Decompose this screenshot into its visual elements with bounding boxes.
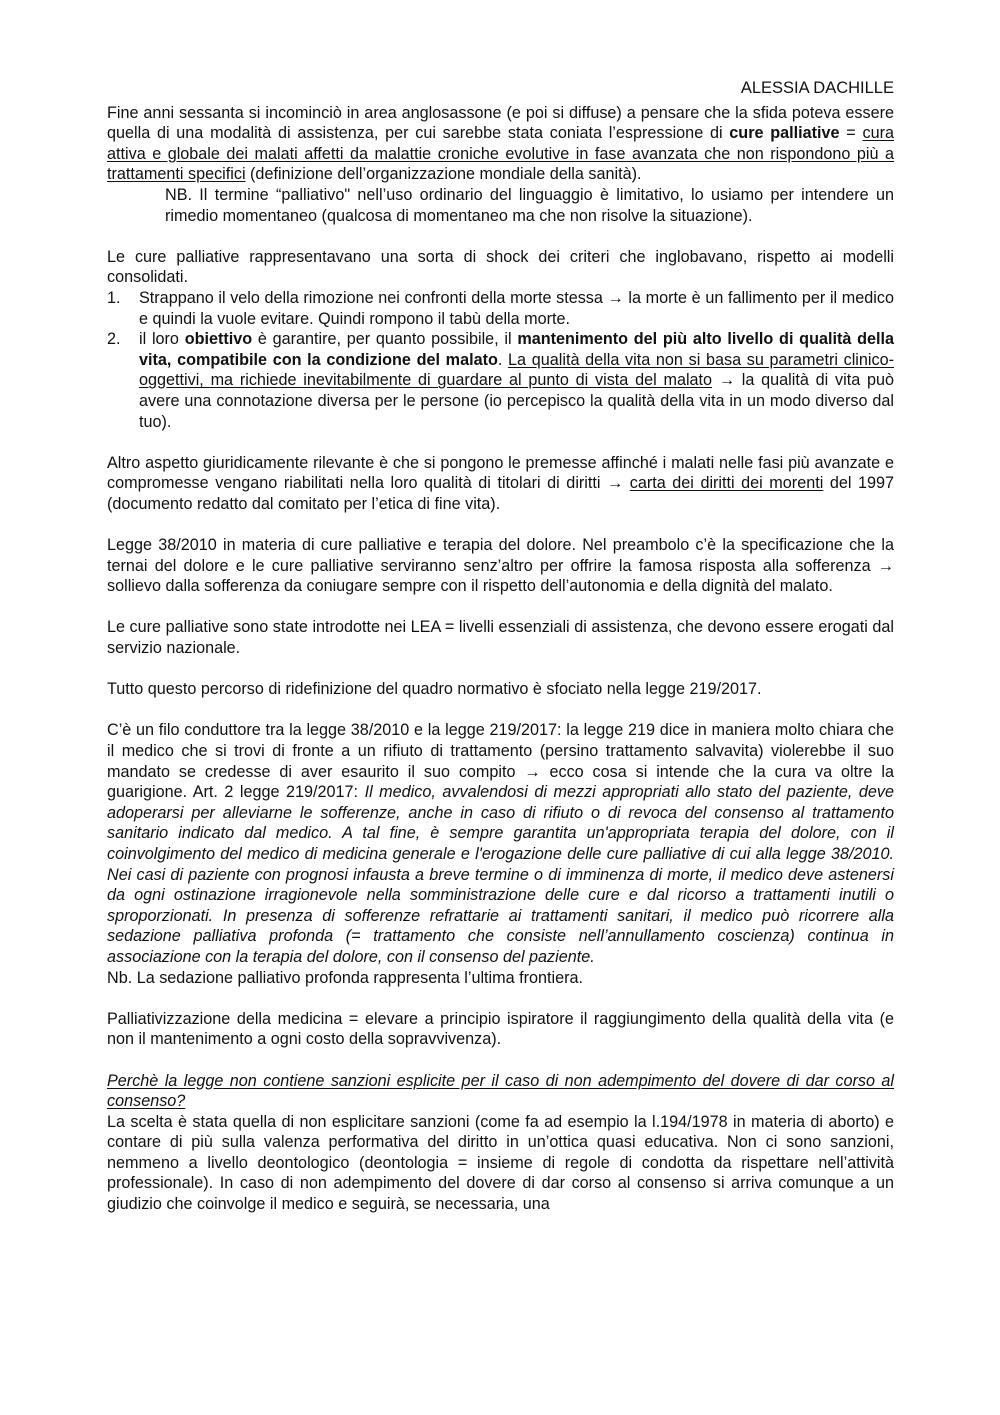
paragraph-diritti — [107, 453, 894, 515]
list-number-2: 2. — [107, 330, 121, 349]
item2-c: è garantire, per quanto possibile, il — [252, 330, 518, 349]
item2-a: il loro — [139, 330, 185, 349]
definition-underlined: cura attiva e globale dei malati affetti da malattie croniche evolutive in fase avanzata che non rispondono più a trattamenti specifici — [107, 124, 894, 184]
list-item-2 — [107, 329, 894, 432]
carta-diritti-underlined: carta dei diritti dei morenti — [629, 474, 824, 493]
item2-g: → la qualità di vita può avere una connotazione diversa per le persone (io percepisco la qualità della vita in un modo diverso dal tuo). — [139, 371, 894, 431]
paragraph-sanzioni: La scelta è stata quella di non esplicitare sanzioni (come fa ad esempio la l.194/1978 in materia di aborto) e contare di più sulla valenza performativa del diritto in un’ottica quasi educativa. Non ci sono sanzioni, nemmeno a livello deontologico (deontologia = insieme di regole di condotta da rispettare nell’attività professionale). In caso di non adempimento del dovere di dar corso al consenso si arriva comunque a un giudizio che coinvolge il medico e seguirà, se necessaria, una — [107, 1112, 894, 1214]
author-header: ALESSIA DACHILLE — [740, 79, 894, 97]
paragraph-cure-palliative — [107, 103, 894, 185]
p3-b: del 1997 (documento redatto dal comitato per l’etica di fine vita). — [107, 474, 894, 513]
document-page — [107, 78, 894, 1215]
art2-quote: Il medico, avvalendosi di mezzi appropriati allo stato del paziente, deve adoperarsi per alleviarne le sofferenze, anche in caso di rifiuto o di revoca del consenso al trattamento sanitario indicato dal medico. A tal fine, è sempre garantita un'appropriata terapia del dolore, con il coinvolgimento del medico di medicina generale e l'erogazione delle cure palliative di cui alla legge 38/2010. Nei casi di paziente con prognosi infausta a breve termine o di imminenza di morte, il medico deve astenersi da ogni ostinazione irragionevole nella somministrazione delle cure e dal ricorso a trattamenti inutili o sproporzionati. In presenza di sofferenze refrattarie ai trattamenti sanitari, il medico può ricorrere alla sedazione palliativa profonda (= trattamento che consiste nell’annullamento coscienza) continua in associazione con la terapia del dolore, con il consenso del paziente. — [107, 783, 895, 966]
p1-intro: Fine anni sessanta si incominciò in area anglosassone (e poi si diffuse) a pensare che la sfida poteva essere quella di una modalità di assistenza, per cui sarebbe stata coniata l’espressione di — [107, 103, 894, 143]
list-number-1: 1. — [107, 288, 121, 307]
paragraph-legge-38: Legge 38/2010 in materia di cure palliative e terapia del dolore. Nel preambolo c’è la specificazione che la ternai del dolore e le cure palliative serviranno senz’altro per offrire la famosa risposta alla sofferenza → sollievo dalla sofferenza da coniugare sempre con il rispetto dell’autonomia e della dignità del malato. — [107, 536, 894, 596]
list-item-1 — [107, 288, 894, 329]
nb-sedazione: Nb. La sedazione palliativo profonda rappresenta l’ultima frontiera. — [107, 968, 584, 987]
question-heading — [107, 1071, 894, 1112]
paragraph-legge-219: Tutto questo percorso di ridefinizione del quadro normativo è sfociato nella legge 219/2017. — [107, 680, 762, 699]
paragraph-shock: Le cure palliative rappresentavano una sorta di shock dei criteri che inglobavano, rispetto ai modelli consolidati. — [107, 247, 894, 287]
p1-eq: = — [839, 124, 863, 143]
p7-a: C’è un filo conduttore tra la legge 38/2010 e la legge 219/2017: la legge 219 dice in maniera molto chiara che il medico che si trovi di fronte a un rifiuto di trattamento (persino trattamento salvavita) violerebbe il suo mandato se credesse di aver esaurito il suo compito → ecco cosa si intende che la cura va oltre la guarigione. Art. 2 legge 219/2017: — [107, 721, 894, 802]
p3-a: Altro aspetto giuridicamente rilevante è che si pongono le premesse affinché i malati nelle fasi più avanzate e compromesse vengano riabilitati nella loro qualità di titolari di diritti → — [107, 453, 894, 493]
item2-obiettivo: obiettivo — [184, 330, 253, 349]
question-text: Perchè la legge non contiene sanzioni esplicite per il caso di non adempimento del dovere di dar corso al consenso? — [107, 1071, 894, 1111]
paragraph-lea: Le cure palliative sono state introdotte nei LEA = livelli essenziali di assistenza, che devono essere erogati dal servizio nazionale. — [107, 618, 894, 658]
nb-palliativo: NB. Il termine “palliativo" nell’uso ordinario del linguaggio è limitativo, lo usiamo per intendere un rimedio momentaneo (qualcosa di momentaneo ma che non risolve la situazione). — [165, 185, 894, 225]
term-cure-palliative: cure palliative — [729, 124, 840, 143]
p1-source: (definizione dell’organizzazione mondiale della sanità). — [245, 165, 642, 184]
item2-e: . — [497, 350, 509, 369]
paragraph-palliativizzazione: Palliativizzazione della medicina = elevare a principio ispiratore il raggiungimento della qualità della vita (e non il mantenimento a ogni costo della sopravvivenza). — [107, 1009, 894, 1049]
list-item-1-text: Strappano il velo della rimozione nei confronti della morte stessa → la morte è un fallimento per il medico e quindi la vuole evitare. Quindi rompono il tabù della morte. — [139, 288, 894, 328]
item2-underlined: La qualità della vita non si basa su parametri clinico-oggettivi, ma richiede inevitabilmente di guardare al punto di vista del malato — [139, 350, 894, 390]
numbered-list — [107, 288, 894, 432]
paragraph-filo-conduttore — [107, 720, 894, 967]
item2-bold-text: mantenimento del più alto livello di qualità della vita, compatibile con la condizione del malato — [139, 330, 894, 369]
